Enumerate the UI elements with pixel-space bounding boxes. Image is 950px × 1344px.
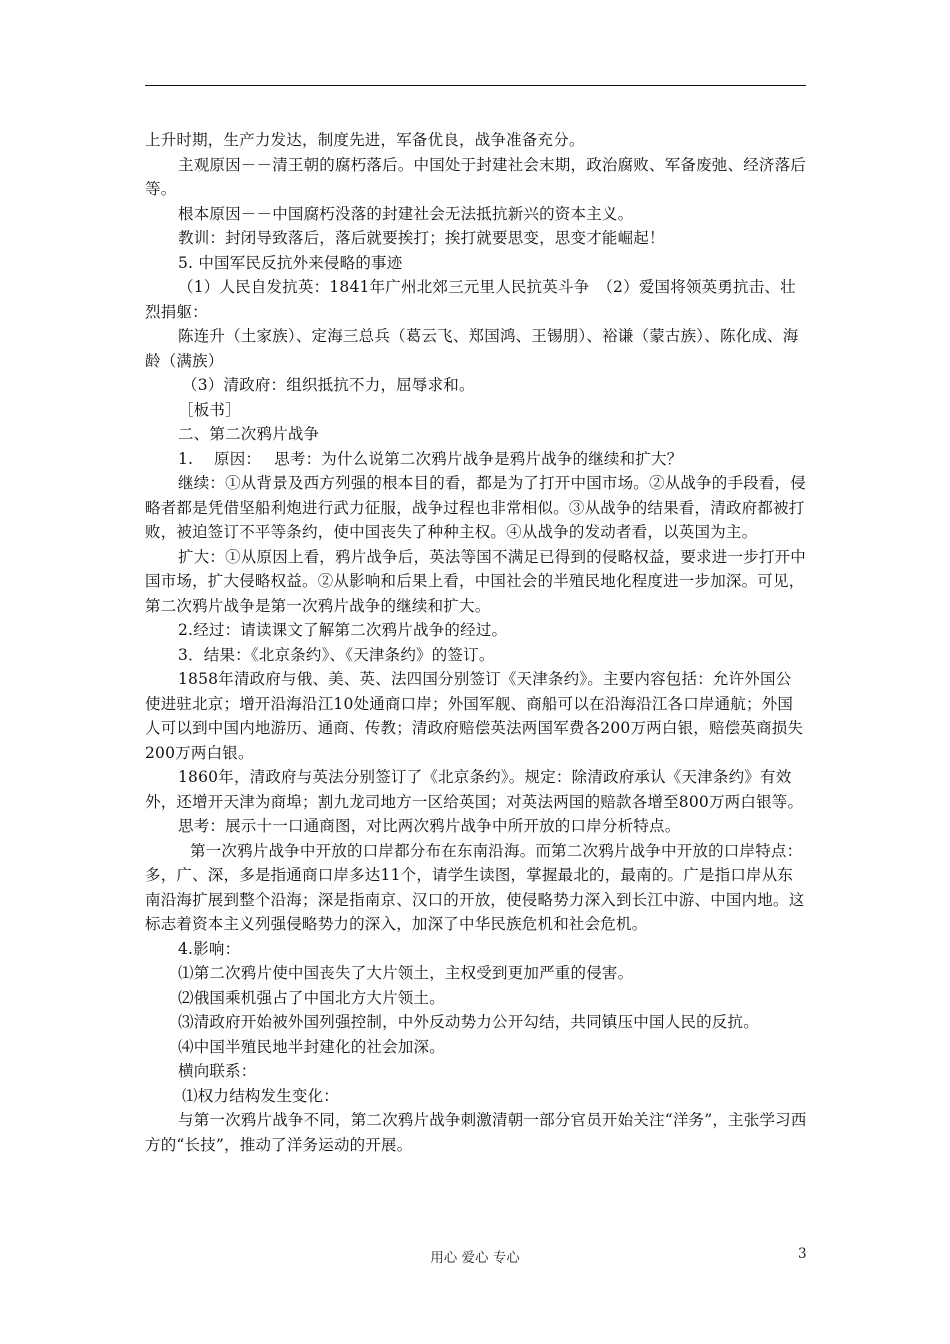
paragraph-4: 教训：封闭导致落后，落后就要挨打；挨打就要思变，思变才能崛起！: [178, 229, 665, 247]
paragraph-19: 第一次鸦片战争中开放的口岸都分布在东南沿海。而第二次鸦片战争中开放的口岸特点：多，广、深，多是指通商口岸多达11个，请学生读图，掌握最北的，最南的。广是指口岸从东南沿海扩展到整个沿海；深是指南京、汉口的开放，使侵略势力深入到长江中游、中国内地。这标志着资本主义列强侵略势力的深入，加深了中华民族危机和社会危机。: [145, 841, 805, 933]
paragraph-23: ⑶清政府开始被外国列强控制，中外反动势力公开勾结，共同镇压中国人民的反抗。: [178, 1013, 759, 1031]
paragraph-11: 1. 原因： 思考：为什么说第二次鸦片战争是鸦片战争的继续和扩大？: [178, 449, 683, 468]
paragraph-25: 横向联系：: [178, 1062, 257, 1080]
paragraph-22: ⑵俄国乘机强占了中国北方大片领土。: [178, 988, 445, 1007]
paragraph-8: （3）清政府：组织抵抗不力，屈辱求和。: [182, 376, 475, 394]
paragraph-24: ⑷中国半殖民地半封建化的社会加深。: [178, 1037, 445, 1056]
paragraph-21: ⑴第二次鸦片使中国丧失了大片领土，主权受到更加严重的侵害。: [178, 964, 634, 982]
section-heading: 二、第二次鸦片战争: [178, 425, 320, 443]
paragraph-1: 上升时期，生产力发达，制度先进，军备优良，战争准备充分。: [145, 131, 585, 149]
paragraph-2: 主观原因－－清王朝的腐朽落后。中国处于封建社会末期，政治腐败、军备废弛、经济落后等。: [145, 155, 807, 198]
paragraph-12: 继续：①从背景及西方列强的根本目的看，都是为了打开中国市场。②从战争的手段看，侵略者都是凭借坚船利炮进行武力征服，战争过程也非常相似。③从战争的结果看，清政府都被打败，被迫签订不平等条约，使中国丧失了种种主权。④从战争的发动者看，以英国为主。: [145, 474, 807, 541]
paragraph-15: 3．结果：《北京条约》、《天津条约》的签订。: [178, 645, 495, 664]
paragraph-26: ⑴权力结构发生变化：: [182, 1086, 340, 1105]
paragraph-9: ［板书］: [178, 400, 241, 419]
paragraph-20: 4.影响：: [178, 939, 241, 958]
header-rule: [145, 85, 806, 86]
paragraph-27: 与第一次鸦片战争不同，第二次鸦片战争刺激清朝一部分官员开始关注“洋务”，主张学习西方的“长技”，推动了洋务运动的开展。: [145, 1111, 807, 1154]
footer-text: 用心 爱心 专心: [430, 1250, 520, 1266]
paragraph-5: 5. 中国军民反抗外来侵略的事迹: [178, 253, 403, 272]
document-body: [145, 128, 807, 1157]
paragraph-7: 陈连升（土家族）、定海三总兵（葛云飞、郑国鸿、王锡朋）、裕谦（蒙古族）、陈化成、海龄（满族）: [145, 327, 799, 370]
paragraph-13: 扩大：①从原因上看，鸦片战争后，英法等国不满足已得到的侵略权益，要求进一步打开中国市场，扩大侵略权益。②从影响和后果上看，中国社会的半殖民地化程度进一步加深。可见，第二次鸦片战争是第一次鸦片战争的继续和扩大。: [145, 547, 807, 615]
paragraph-18: 思考：展示十一口通商图，对比两次鸦片战争中所开放的口岸分析特点。: [178, 817, 681, 835]
paragraph-3: 根本原因－－中国腐朽没落的封建社会无法抵抗新兴的资本主义。: [178, 204, 634, 223]
paragraph-17: 1860年，清政府与英法分别签订了《北京条约》。规定：除清政府承认《天津条约》有效外，还增开天津为商埠；割九龙司地方一区给英国；对英法两国的赔款各增至800万两白银等。: [145, 768, 804, 811]
paragraph-16: 1858年清政府与俄、美、英、法四国分别签订《天津条约》。主要内容包括：允许外国公使进驻北京；增开沿海沿江10处通商口岸；外国军舰、商船可以在沿海沿江各口岸通航；外国人可以到中国内地游历、通商、传教；清政府赔偿英法两国军费各200万两白银，赔偿英商损失200万两白银。: [145, 670, 804, 762]
page-number: 3: [798, 1246, 807, 1262]
paragraph-6: （1）人民自发抗英：1841年广州北郊三元里人民抗英斗争 （2）爱国将领英勇抗击、壮烈捐躯：: [145, 278, 796, 321]
paragraph-14: 2.经过：请读课文了解第二次鸦片战争的经过。: [178, 621, 508, 639]
